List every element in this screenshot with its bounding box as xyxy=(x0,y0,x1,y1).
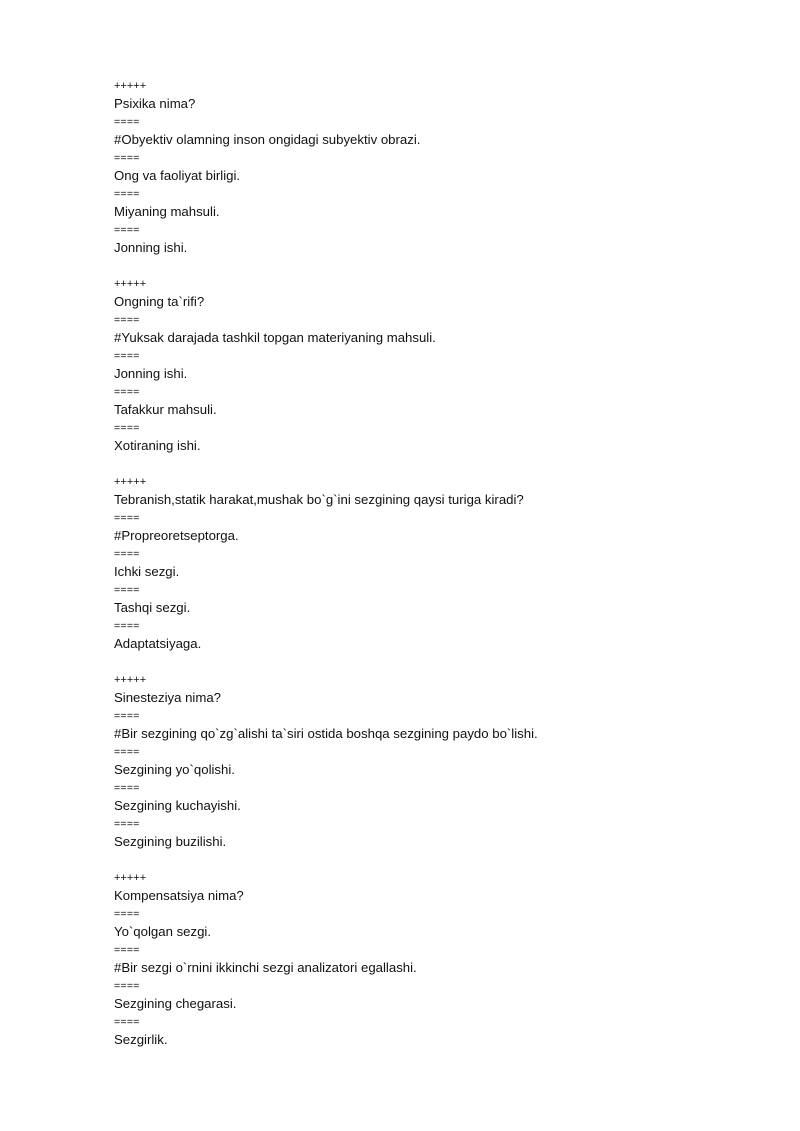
answer-option: Xotiraning ishi. xyxy=(114,438,201,453)
block-marker: +++++ xyxy=(114,80,147,92)
option-separator: ==== xyxy=(114,386,140,398)
question-text: Psixika nima? xyxy=(114,96,196,111)
answer-option: #Bir sezgi o`rnini ikkinchi sezgi analizatori egallashi. xyxy=(114,960,417,975)
option-separator: ==== xyxy=(114,512,140,524)
answer-option: Tashqi sezgi. xyxy=(114,600,191,615)
question-block xyxy=(114,77,734,257)
option-separator: ==== xyxy=(114,818,140,830)
document-page xyxy=(114,77,734,1049)
option-separator: ==== xyxy=(114,746,140,758)
answer-option: Ong va faoliyat birligi. xyxy=(114,168,241,183)
option-separator: ==== xyxy=(114,314,140,326)
option-separator: ==== xyxy=(114,980,140,992)
answer-option: Jonning ishi. xyxy=(114,240,188,255)
answer-option: Sezgirlik. xyxy=(114,1032,168,1047)
question-text: Sinesteziya nima? xyxy=(114,690,222,705)
question-block xyxy=(114,275,734,455)
option-separator: ==== xyxy=(114,188,140,200)
question-block xyxy=(114,671,734,851)
answer-option: Ichki sezgi. xyxy=(114,564,180,579)
option-separator: ==== xyxy=(114,782,140,794)
question-text: Tebranish,statik harakat,mushak bo`g`ini sezgining qaysi turiga kiradi? xyxy=(114,492,524,507)
question-text: Kompensatsiya nima? xyxy=(114,888,244,903)
question-block xyxy=(114,473,734,653)
block-marker: +++++ xyxy=(114,278,147,290)
block-marker: +++++ xyxy=(114,674,147,686)
answer-option: Adaptatsiyaga. xyxy=(114,636,202,651)
answer-option: Sezgining kuchayishi. xyxy=(114,798,241,813)
block-marker: +++++ xyxy=(114,872,147,884)
answer-option: Jonning ishi. xyxy=(114,366,188,381)
answer-option: Sezgining yo`qolishi. xyxy=(114,762,235,777)
answer-option: #Propreoretseptorga. xyxy=(114,528,239,543)
question-block xyxy=(114,869,734,1049)
option-separator: ==== xyxy=(114,620,140,632)
answer-option: #Yuksak darajada tashkil topgan materiyaning mahsuli. xyxy=(114,330,436,345)
option-separator: ==== xyxy=(114,422,140,434)
answer-option: Sezgining buzilishi. xyxy=(114,834,227,849)
option-separator: ==== xyxy=(114,944,140,956)
option-separator: ==== xyxy=(114,548,140,560)
answer-option: Miyaning mahsuli. xyxy=(114,204,220,219)
option-separator: ==== xyxy=(114,152,140,164)
option-separator: ==== xyxy=(114,224,140,236)
option-separator: ==== xyxy=(114,116,140,128)
answer-option: #Obyektiv olamning inson ongidagi subyektiv obrazi. xyxy=(114,132,421,147)
question-text: Ongning ta`rifi? xyxy=(114,294,205,309)
option-separator: ==== xyxy=(114,350,140,362)
answer-option: Tafakkur mahsuli. xyxy=(114,402,217,417)
option-separator: ==== xyxy=(114,584,140,596)
answer-option: Yo`qolgan sezgi. xyxy=(114,924,212,939)
block-marker: +++++ xyxy=(114,476,147,488)
option-separator: ==== xyxy=(114,908,140,920)
option-separator: ==== xyxy=(114,710,140,722)
option-separator: ==== xyxy=(114,1016,140,1028)
answer-option: #Bir sezgining qo`zg`alishi ta`siri ostida boshqa sezgining paydo bo`lishi. xyxy=(114,726,538,741)
answer-option: Sezgining chegarasi. xyxy=(114,996,237,1011)
